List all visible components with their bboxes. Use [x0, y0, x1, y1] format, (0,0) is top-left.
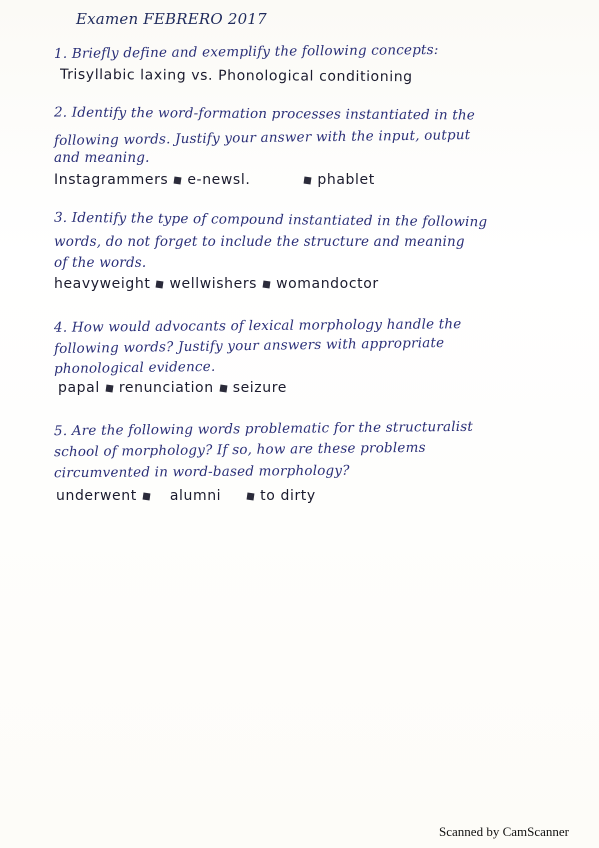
- word-item: heavyweight: [54, 276, 151, 292]
- question-2-line-1: 2. Identify the word-formation processes instantiated in the: [53, 104, 476, 124]
- question-4-line-1: 4. How would advocants of lexical morphology handle the: [53, 316, 462, 336]
- scanner-watermark: Scanned by CamScanner: [439, 824, 569, 839]
- exam-title: Examen FEBRERO 2017: [76, 10, 267, 28]
- bullet-icon: [219, 384, 227, 392]
- question-3-line-2: words, do not forget to include the structure and meaning: [54, 234, 465, 250]
- word-item: phablet: [317, 172, 375, 188]
- question-1-concepts: Trisyllabic laxing vs. Phonological conditioning: [59, 66, 413, 86]
- question-3-line-1: 3. Identify the type of compound instantiated in the following: [53, 209, 488, 231]
- question-2-line-3: and meaning.: [54, 150, 150, 166]
- word-item: renunciation: [118, 380, 214, 396]
- question-2-words: [54, 172, 375, 188]
- word-item: alumni: [169, 488, 222, 504]
- word-item: papal: [58, 380, 100, 396]
- question-1-text: 1. Briefly define and exemplify the following concepts:: [53, 41, 439, 63]
- bullet-icon: [105, 384, 113, 392]
- bullet-icon: [142, 492, 150, 500]
- question-3-line-3: of the words.: [54, 255, 147, 271]
- word-item: e-newsl.: [187, 172, 251, 188]
- question-4-words: [58, 380, 287, 396]
- word-item: to dirty: [260, 488, 316, 504]
- word-item: wellwishers: [169, 276, 258, 292]
- word-item: seizure: [232, 380, 287, 396]
- question-2-line-2: following words. Justify your answer with the input, output: [53, 127, 471, 149]
- bullet-icon: [247, 492, 255, 500]
- question-5-words: [56, 488, 316, 504]
- question-3-words: [54, 276, 379, 292]
- bullet-icon: [174, 176, 182, 184]
- question-5-line-1: 5. Are the following words problematic for the structuralist: [53, 418, 474, 440]
- word-item: Instagrammers: [54, 172, 169, 188]
- bullet-icon: [304, 176, 312, 184]
- word-item: underwent: [56, 488, 137, 504]
- question-5-line-3: circumvented in word-based morphology?: [53, 462, 350, 482]
- question-4-line-3: phonological evidence.: [53, 358, 216, 378]
- word-item: womandoctor: [276, 276, 379, 292]
- bullet-icon: [263, 280, 271, 288]
- question-5-line-2: school of morphology? If so, how are these problems: [53, 439, 426, 461]
- bullet-icon: [156, 280, 164, 288]
- question-4-line-2: following words? Justify your answers with appropriate: [53, 334, 445, 358]
